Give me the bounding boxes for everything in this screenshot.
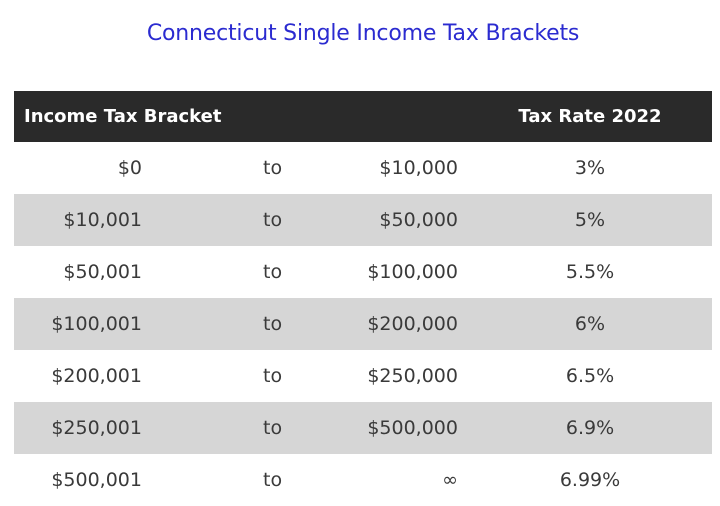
- table-row: [14, 350, 712, 402]
- header-income-tax-bracket: Income Tax Bracket: [24, 106, 222, 127]
- table-row: [14, 246, 712, 298]
- bracket-to: to: [263, 313, 283, 335]
- bracket-low: $50,001: [63, 261, 142, 283]
- tax-rate: 3%: [574, 157, 606, 179]
- bracket-to: to: [263, 365, 283, 387]
- bracket-to: to: [263, 209, 283, 231]
- bracket-low: $250,001: [51, 417, 142, 439]
- bracket-low: $100,001: [51, 313, 142, 335]
- bracket-high: ∞: [442, 469, 458, 491]
- bracket-high: $500,000: [367, 417, 458, 439]
- table-row: [14, 298, 712, 350]
- table-header: [14, 91, 712, 142]
- bracket-to: to: [263, 261, 283, 283]
- header-tax-rate: Tax Rate 2022: [518, 106, 662, 127]
- tax-rate: 5.5%: [565, 261, 615, 283]
- bracket-low: $10,001: [63, 209, 142, 231]
- tax-rate: 6.5%: [565, 365, 615, 387]
- tax-rate: 6.9%: [565, 417, 615, 439]
- bracket-low: $0: [117, 157, 142, 179]
- bracket-high: $100,000: [367, 261, 458, 283]
- bracket-to: to: [263, 469, 283, 491]
- tax-rate: 5%: [574, 209, 606, 231]
- tax-rate: 6%: [574, 313, 606, 335]
- table-row: [14, 402, 712, 454]
- bracket-high: $50,000: [379, 209, 458, 231]
- table-row: [14, 142, 712, 194]
- bracket-high: $200,000: [367, 313, 458, 335]
- bracket-high: $250,000: [367, 365, 458, 387]
- tax-bracket-table: [14, 91, 712, 506]
- bracket-low: $200,001: [51, 365, 142, 387]
- tax-rate: 6.99%: [559, 469, 621, 491]
- bracket-high: $10,000: [379, 157, 458, 179]
- bracket-low: $500,001: [51, 469, 142, 491]
- bracket-to: to: [263, 417, 283, 439]
- page-title: Connecticut Single Income Tax Brackets: [146, 21, 580, 46]
- bracket-to: to: [263, 157, 283, 179]
- table-row: [14, 454, 712, 506]
- table-row: [14, 194, 712, 246]
